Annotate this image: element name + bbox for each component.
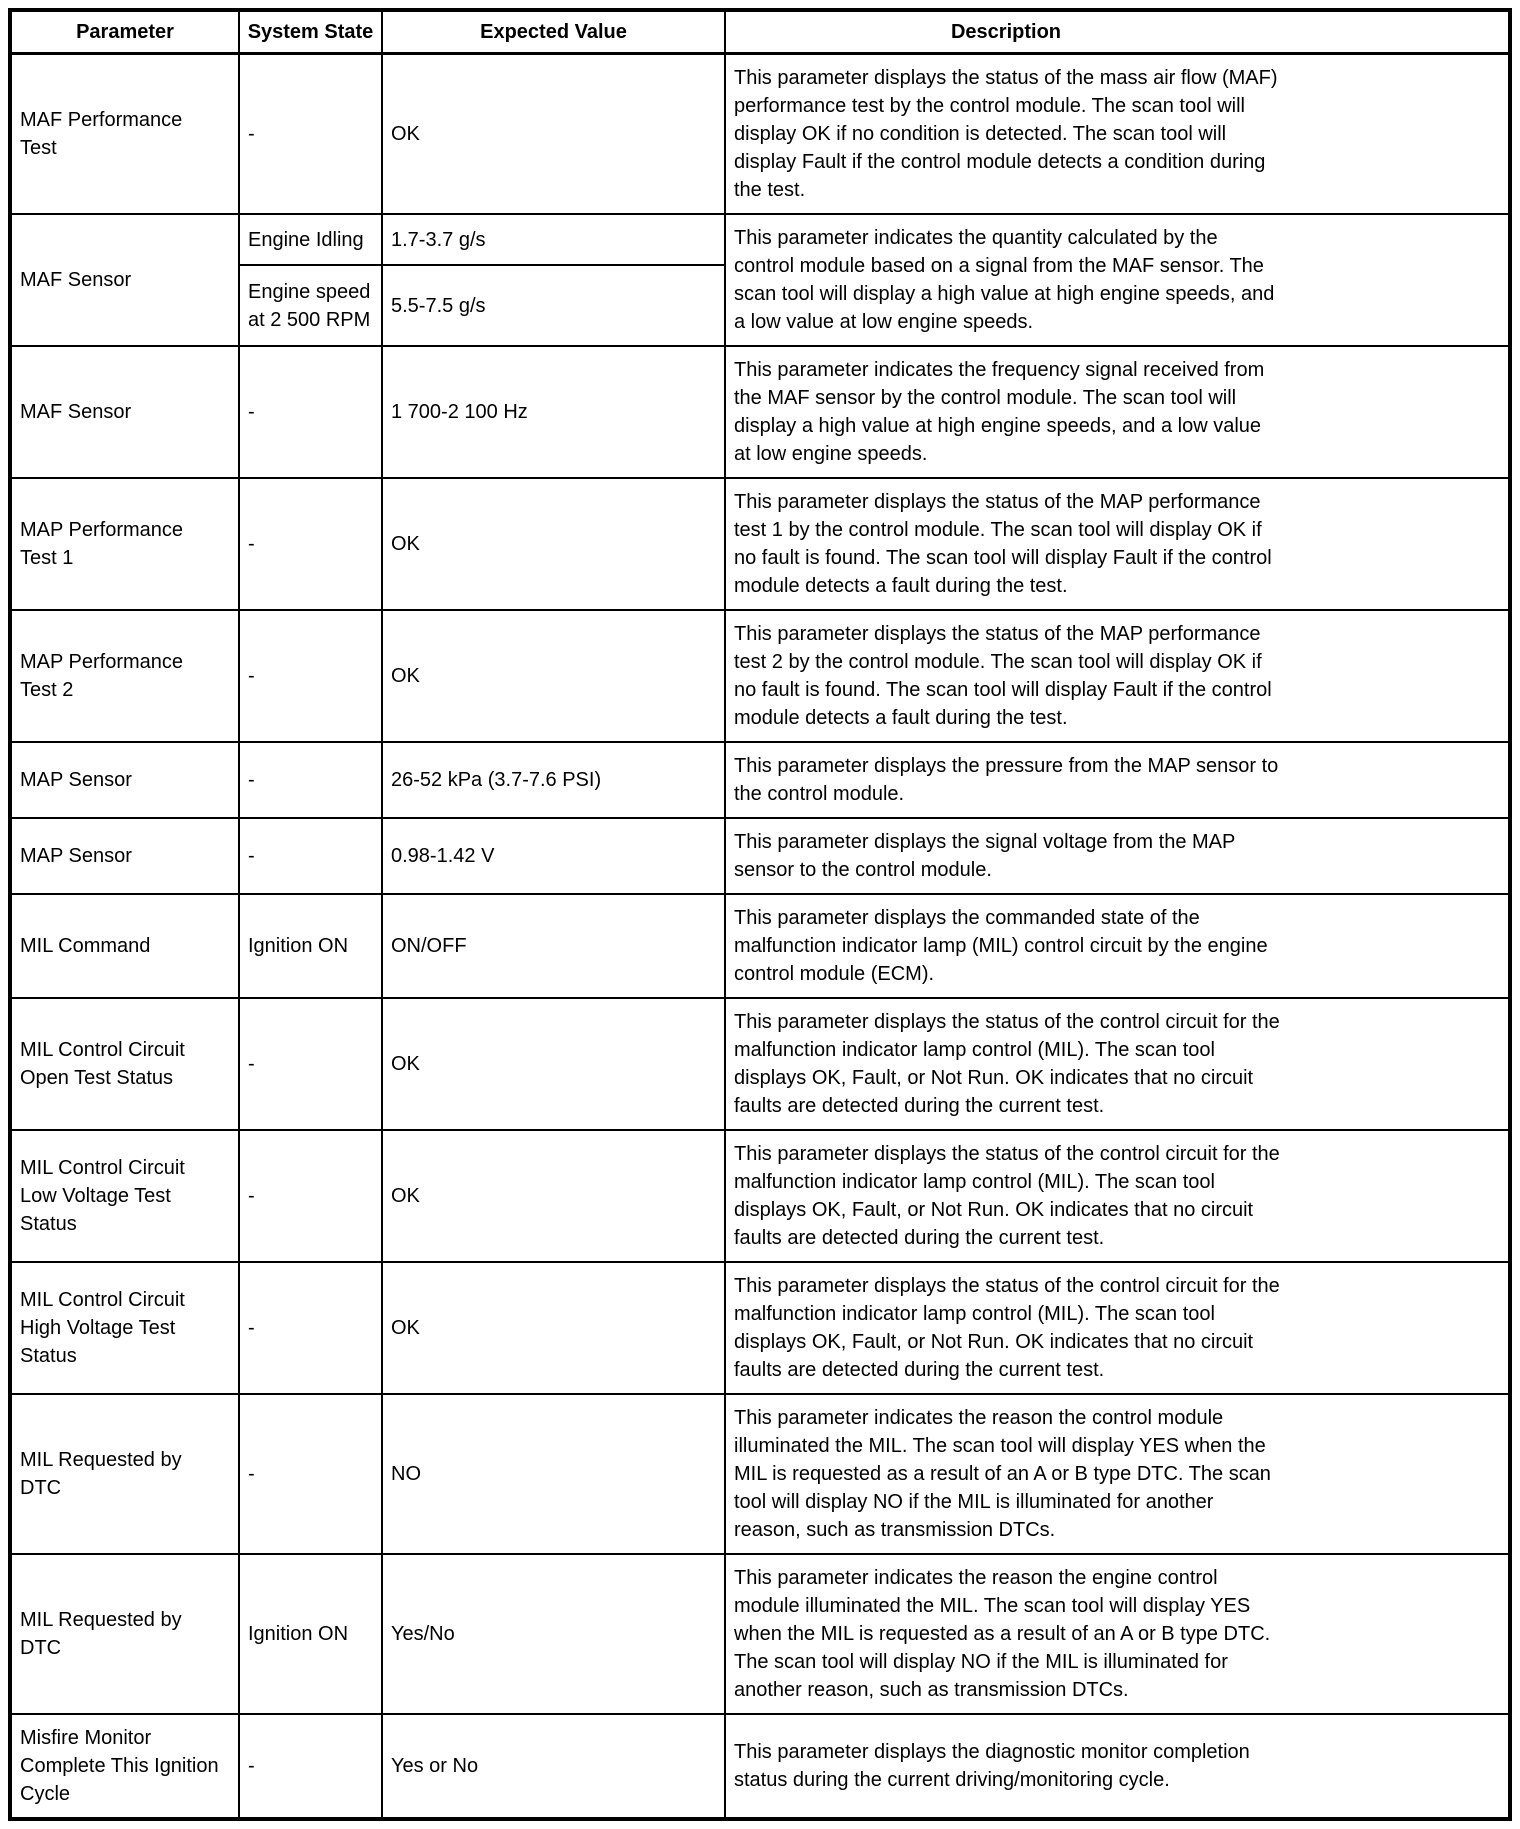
parameter-cell: MAF Sensor: [10, 346, 239, 478]
scan-tool-parameter-table: [8, 8, 1512, 1821]
expected-value-cell: 1.7-3.7 g/s: [382, 214, 725, 265]
system-state-cell: -: [239, 610, 382, 742]
table-row: [10, 1714, 1510, 1819]
table-row: [10, 998, 1510, 1130]
column-header-system-state: System State: [239, 10, 382, 54]
description-cell: This parameter indicates the reason the engine control module illuminated the MIL. The scan tool will display YES when the MIL is requested as a result of an A or B type DTC. The scan tool will display NO if the MIL is illuminated for another reason, such as transmission DTCs.: [725, 1554, 1510, 1714]
expected-value-cell: OK: [382, 1130, 725, 1262]
system-state-cell: -: [239, 1130, 382, 1262]
system-state-cell: Ignition ON: [239, 1554, 382, 1714]
parameter-cell: MAP Performance Test 1: [10, 478, 239, 610]
expected-value-cell: 5.5-7.5 g/s: [382, 265, 725, 346]
parameter-cell: MAF Sensor: [10, 214, 239, 346]
system-state-cell: -: [239, 54, 382, 215]
table-row: [10, 214, 1510, 265]
description-cell: This parameter indicates the quantity calculated by the control module based on a signal from the MAF sensor. The scan tool will display a high value at high engine speeds, and a low value at low engine speeds.: [725, 214, 1510, 346]
expected-value-cell: OK: [382, 478, 725, 610]
system-state-cell: -: [239, 1394, 382, 1554]
parameter-cell: MIL Control Circuit High Voltage Test Status: [10, 1262, 239, 1394]
column-header-description: Description: [725, 10, 1510, 54]
parameter-cell: MIL Requested by DTC: [10, 1554, 239, 1714]
table-row: [10, 1130, 1510, 1262]
table-row: [10, 54, 1510, 215]
expected-value-cell: OK: [382, 54, 725, 215]
system-state-cell: -: [239, 346, 382, 478]
description-cell: This parameter displays the status of the control circuit for the malfunction indicator lamp control (MIL). The scan tool displays OK, Fault, or Not Run. OK indicates that no circuit faults are detected during the current test.: [725, 1262, 1510, 1394]
description-cell: This parameter displays the signal voltage from the MAP sensor to the control module.: [725, 818, 1510, 894]
expected-value-cell: OK: [382, 610, 725, 742]
system-state-cell: -: [239, 742, 382, 818]
expected-value-cell: 0.98-1.42 V: [382, 818, 725, 894]
system-state-cell: -: [239, 1262, 382, 1394]
table-row: [10, 1394, 1510, 1554]
parameter-cell: Misfire Monitor Complete This Ignition Cycle: [10, 1714, 239, 1819]
expected-value-cell: 26-52 kPa (3.7-7.6 PSI): [382, 742, 725, 818]
expected-value-cell: Yes/No: [382, 1554, 725, 1714]
system-state-cell: -: [239, 818, 382, 894]
table-row: [10, 894, 1510, 998]
system-state-cell: Ignition ON: [239, 894, 382, 998]
description-cell: This parameter indicates the frequency signal received from the MAF sensor by the control module. The scan tool will display a high value at high engine speeds, and a low value at low engine speeds.: [725, 346, 1510, 478]
parameter-cell: MAF Performance Test: [10, 54, 239, 215]
system-state-cell: -: [239, 478, 382, 610]
expected-value-cell: ON/OFF: [382, 894, 725, 998]
column-header-parameter: Parameter: [10, 10, 239, 54]
column-header-expected-value: Expected Value: [382, 10, 725, 54]
table-row: [10, 1554, 1510, 1714]
description-cell: This parameter displays the commanded state of the malfunction indicator lamp (MIL) control circuit by the engine control module (ECM).: [725, 894, 1510, 998]
description-cell: This parameter displays the status of the control circuit for the malfunction indicator lamp control (MIL). The scan tool displays OK, Fault, or Not Run. OK indicates that no circuit faults are detected during the current test.: [725, 1130, 1510, 1262]
description-cell: This parameter displays the status of the mass air flow (MAF) performance test by the control module. The scan tool will display OK if no condition is detected. The scan tool will display Fault if the control module detects a condition during the test.: [725, 54, 1510, 215]
table-row: [10, 346, 1510, 478]
description-cell: This parameter displays the diagnostic monitor completion status during the current driving/monitoring cycle.: [725, 1714, 1510, 1819]
expected-value-cell: OK: [382, 1262, 725, 1394]
parameter-cell: MIL Control Circuit Low Voltage Test Status: [10, 1130, 239, 1262]
expected-value-cell: Yes or No: [382, 1714, 725, 1819]
parameter-cell: MIL Command: [10, 894, 239, 998]
system-state-cell: -: [239, 998, 382, 1130]
parameter-cell: MIL Control Circuit Open Test Status: [10, 998, 239, 1130]
description-cell: This parameter displays the pressure from the MAP sensor to the control module.: [725, 742, 1510, 818]
description-cell: This parameter displays the status of the MAP performance test 1 by the control module. The scan tool will display OK if no fault is found. The scan tool will display Fault if the control module detects a fault during the test.: [725, 478, 1510, 610]
description-cell: This parameter displays the status of the control circuit for the malfunction indicator lamp control (MIL). The scan tool displays OK, Fault, or Not Run. OK indicates that no circuit faults are detected during the current test.: [725, 998, 1510, 1130]
parameter-cell: MAP Performance Test 2: [10, 610, 239, 742]
description-cell: This parameter indicates the reason the control module illuminated the MIL. The scan tool will display YES when the MIL is requested as a result of an A or B type DTC. The scan tool will display NO if the MIL is illuminated for another reason, such as transmission DTCs.: [725, 1394, 1510, 1554]
system-state-cell: -: [239, 1714, 382, 1819]
table-row: [10, 610, 1510, 742]
expected-value-cell: 1 700-2 100 Hz: [382, 346, 725, 478]
table-row: [10, 1262, 1510, 1394]
description-cell: This parameter displays the status of the MAP performance test 2 by the control module. The scan tool will display OK if no fault is found. The scan tool will display Fault if the control module detects a fault during the test.: [725, 610, 1510, 742]
parameter-cell: MIL Requested by DTC: [10, 1394, 239, 1554]
table-row: [10, 818, 1510, 894]
table-row: [10, 742, 1510, 818]
system-state-cell: Engine Idling: [239, 214, 382, 265]
header-row: [10, 10, 1510, 54]
table-row: [10, 478, 1510, 610]
system-state-cell: Engine speed at 2 500 RPM: [239, 265, 382, 346]
parameter-cell: MAP Sensor: [10, 818, 239, 894]
expected-value-cell: NO: [382, 1394, 725, 1554]
parameter-cell: MAP Sensor: [10, 742, 239, 818]
expected-value-cell: OK: [382, 998, 725, 1130]
